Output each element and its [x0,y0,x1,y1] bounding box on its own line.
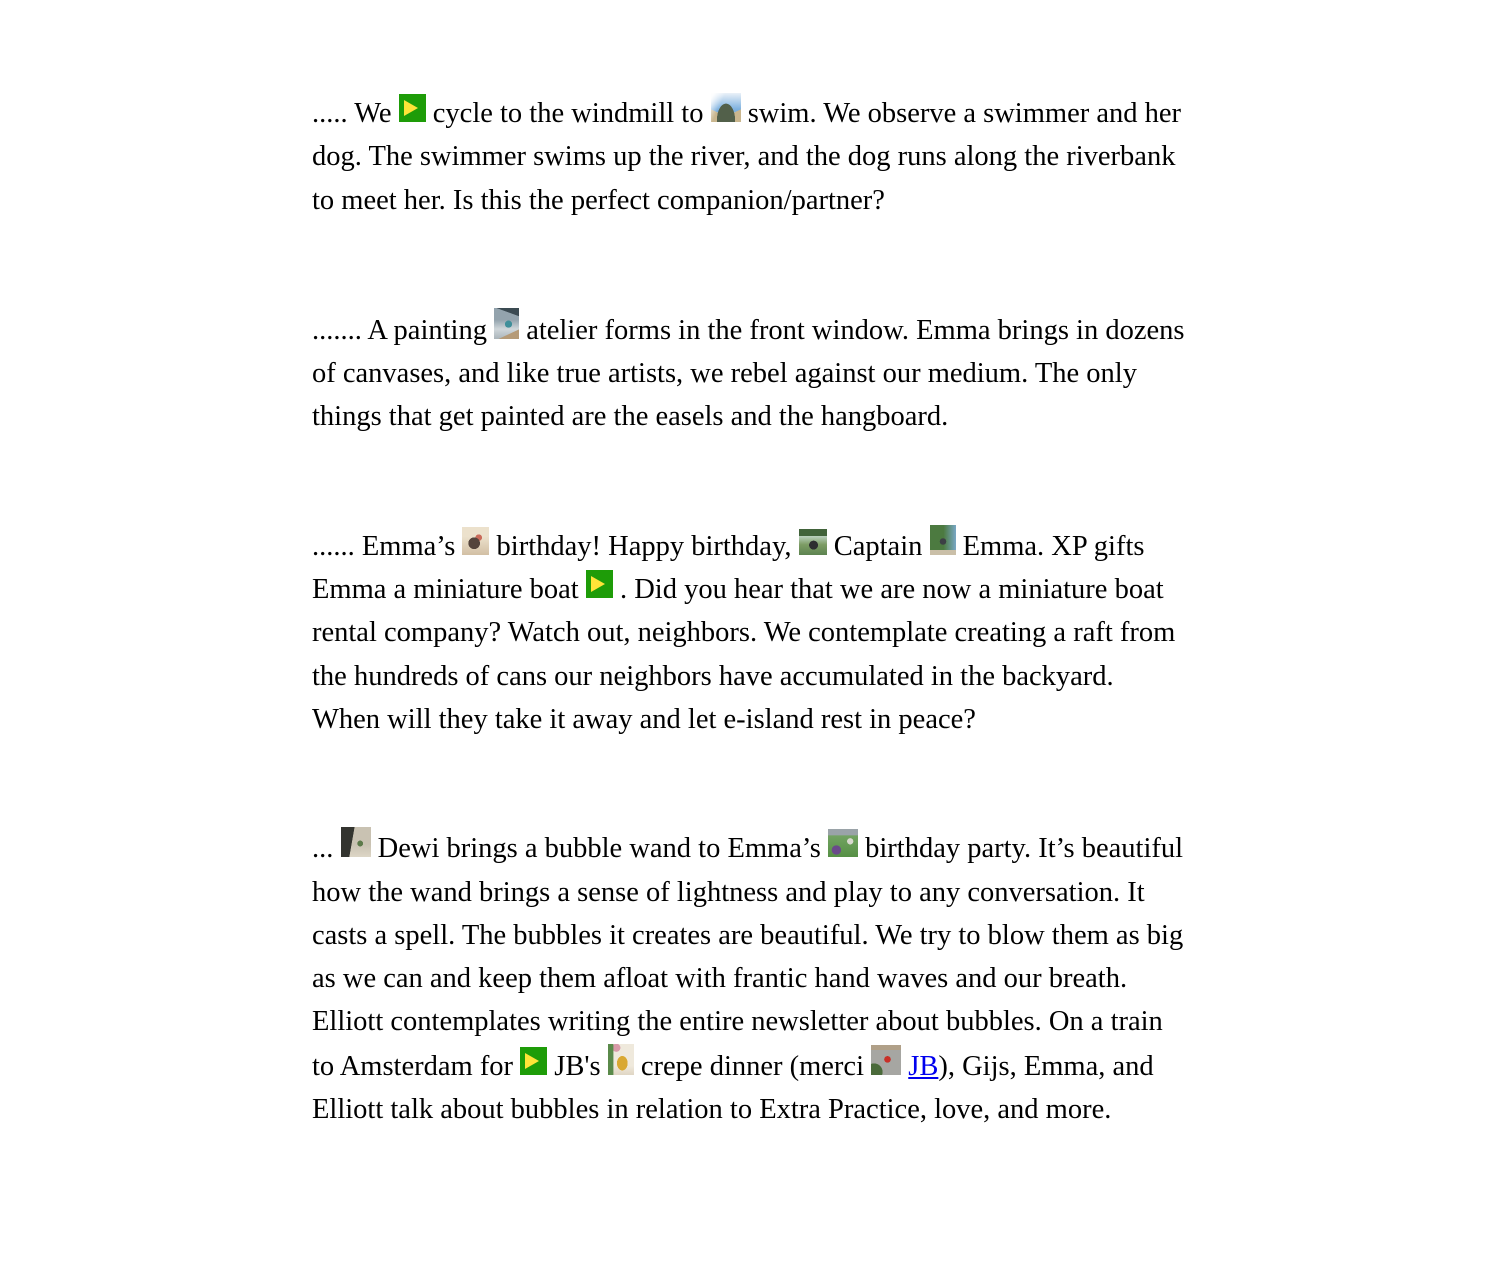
photo-thumbnail-windmill-sky[interactable] [711,93,741,122]
play-triangle-icon [591,576,605,592]
photo-thumbnail-jb-skate[interactable] [871,1045,901,1075]
photo-thumbnail-crepe-dinner[interactable] [608,1044,634,1075]
video-play-thumbnail-cycle[interactable] [399,94,426,122]
video-play-thumbnail-miniature-boat[interactable] [586,570,613,598]
photo-thumbnail-dewi-street[interactable] [341,827,371,857]
video-play-thumbnail-train[interactable] [520,1047,547,1075]
play-triangle-icon [525,1053,539,1069]
play-triangle-icon [404,100,418,116]
photo-thumbnail-birthday-party-lawn[interactable] [828,829,858,857]
paragraph-3: ...... Emma’s birthday! Happy birthday, Captain Emma. XP gifts Emma a miniature boat . Did you hear that we are now a miniature boat rental company? Watch out, neighbors. We contemplate creating a raft from the hundreds of cans our neighbors have accumulated in the backyard. When will they take it away and let e-island rest in peace? [312,525,1188,741]
photo-thumbnail-birthday-table[interactable] [462,527,489,555]
photo-thumbnail-painting-atelier[interactable] [494,308,519,339]
photo-thumbnail-emma-standing[interactable] [930,525,956,555]
paragraph-2: ....... A painting atelier forms in the front window. Emma brings in dozens of canvases, and like true artists, we rebel against our medium. The only things that get painted are the easels and the hangboard. [312,308,1188,439]
document-body [312,0,1188,1191]
jb-link[interactable]: JB [908,1050,939,1082]
paragraph-4: ... Dewi brings a bubble wand to Emma’s birthday party. It’s beautiful how the wand brings a sense of lightness and play to any conversation. It casts a spell. The bubbles it creates are beautiful. We try to blow them as big as we can and keep them afloat with frantic hand waves and our breath. Elliott contemplates writing the entire newsletter about bubbles. On a train to Amsterdam for JB's crepe dinner (merci JB), Gijs, Emma, and Elliott talk about bubbles in relation to Extra Practice, love, and more. [312,827,1188,1131]
photo-thumbnail-boat-captain[interactable] [799,529,827,555]
paragraph-1: ..... We cycle to the windmill to swim. We observe a swimmer and her dog. The swimmer swims up the river, and the dog runs along the riverbank to meet her. Is this the perfect companion/partner? [312,92,1188,222]
